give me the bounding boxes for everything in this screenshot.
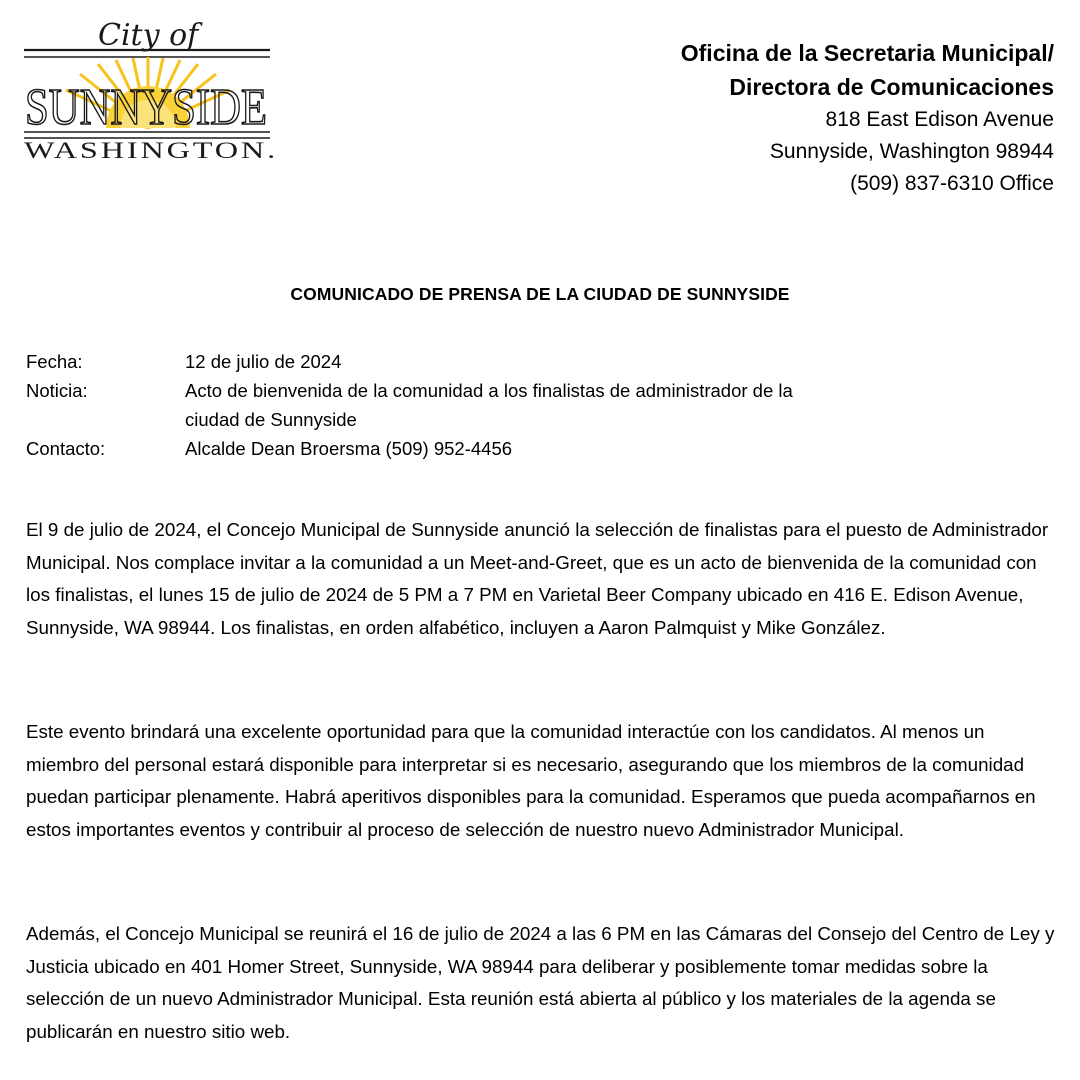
date-label: Fecha: — [26, 351, 83, 372]
news-label: Noticia: — [26, 380, 88, 401]
meta-row-news — [26, 376, 986, 434]
office-header — [681, 36, 1054, 200]
body-paragraph-3: Además, el Concejo Municipal se reunirá el 16 de julio de 2024 a las 6 PM en las Cámaras del Consejo del Centro de Ley y Justicia ubicado en 401 Homer Street, Sunnyside, WA 98944 para deliberar y posiblemente tomar medidas sobre la selección de un nuevo Administrador Municipal. Esta reunión está abierta al público y los materiales de la agenda se publicarán en nuestro sitio web. — [26, 923, 1055, 1042]
press-release-meta — [26, 347, 986, 463]
office-title-line1: Oficina de la Secretaria Municipal/ — [680, 40, 1054, 66]
document-title: COMUNICADO DE PRENSA DE LA CIUDAD DE SUNNYSIDE — [290, 284, 790, 304]
body-paragraph-1: El 9 de julio de 2024, el Concejo Municipal de Sunnyside anunció la selección de finalistas para el puesto de Administrador Municipal. Nos complace invitar a la comunidad a un Meet-and-Greet, que es un acto de bienvenida de la comunidad con los finalistas, el lunes 15 de julio de 2024 de 5 PM a 7 PM en Varietal Beer Company ubicado en 416 E. Edison Avenue, Sunnyside, WA 98944. Los finalistas, en orden alfabético, incluyen a Aaron Palmquist y Mike González. — [26, 519, 1049, 638]
contact-value: Alcalde Dean Broersma (509) 952-4456 — [185, 438, 513, 459]
news-value-line2: ciudad de Sunnyside — [185, 409, 357, 430]
office-address-line1: 818 East Edison Avenue — [825, 108, 1054, 131]
news-value — [185, 376, 925, 434]
body-paragraph-2: Este evento brindará una excelente oportunidad para que la comunidad interactúe con los candidatos. Al menos un miembro del personal estará disponible para interpretar si es necesario, asegurando que los miembros de la comunidad puedan participar plenamente. Habrá aperitivos disponibles para la comunidad. Esperamos que pueda acompañarnos en estos importantes eventos y contribuir al proceso de selección de nuestro nuevo Administrador Municipal. — [26, 721, 1036, 840]
meta-row-contact — [26, 434, 986, 463]
news-value-line1: Acto de bienvenida de la comunidad a los finalistas de administrador de la — [185, 380, 793, 401]
date-value: 12 de julio de 2024 — [185, 351, 342, 372]
logo-state-name: WASHINGTON. — [24, 138, 278, 163]
logo-script-text: City of — [98, 18, 199, 53]
city-logo — [20, 12, 282, 162]
office-address-line2: Sunnyside, Washington 98944 — [769, 140, 1054, 163]
meta-row-date — [26, 347, 986, 376]
office-phone: (509) 837-6310 Office — [850, 172, 1054, 195]
sunnyside-seal-graphic — [20, 12, 282, 162]
contact-label: Contacto: — [26, 438, 106, 459]
office-title-line2: Directora de Comunicaciones — [729, 74, 1054, 100]
logo-city-name: SUNNYSIDE — [25, 79, 267, 136]
